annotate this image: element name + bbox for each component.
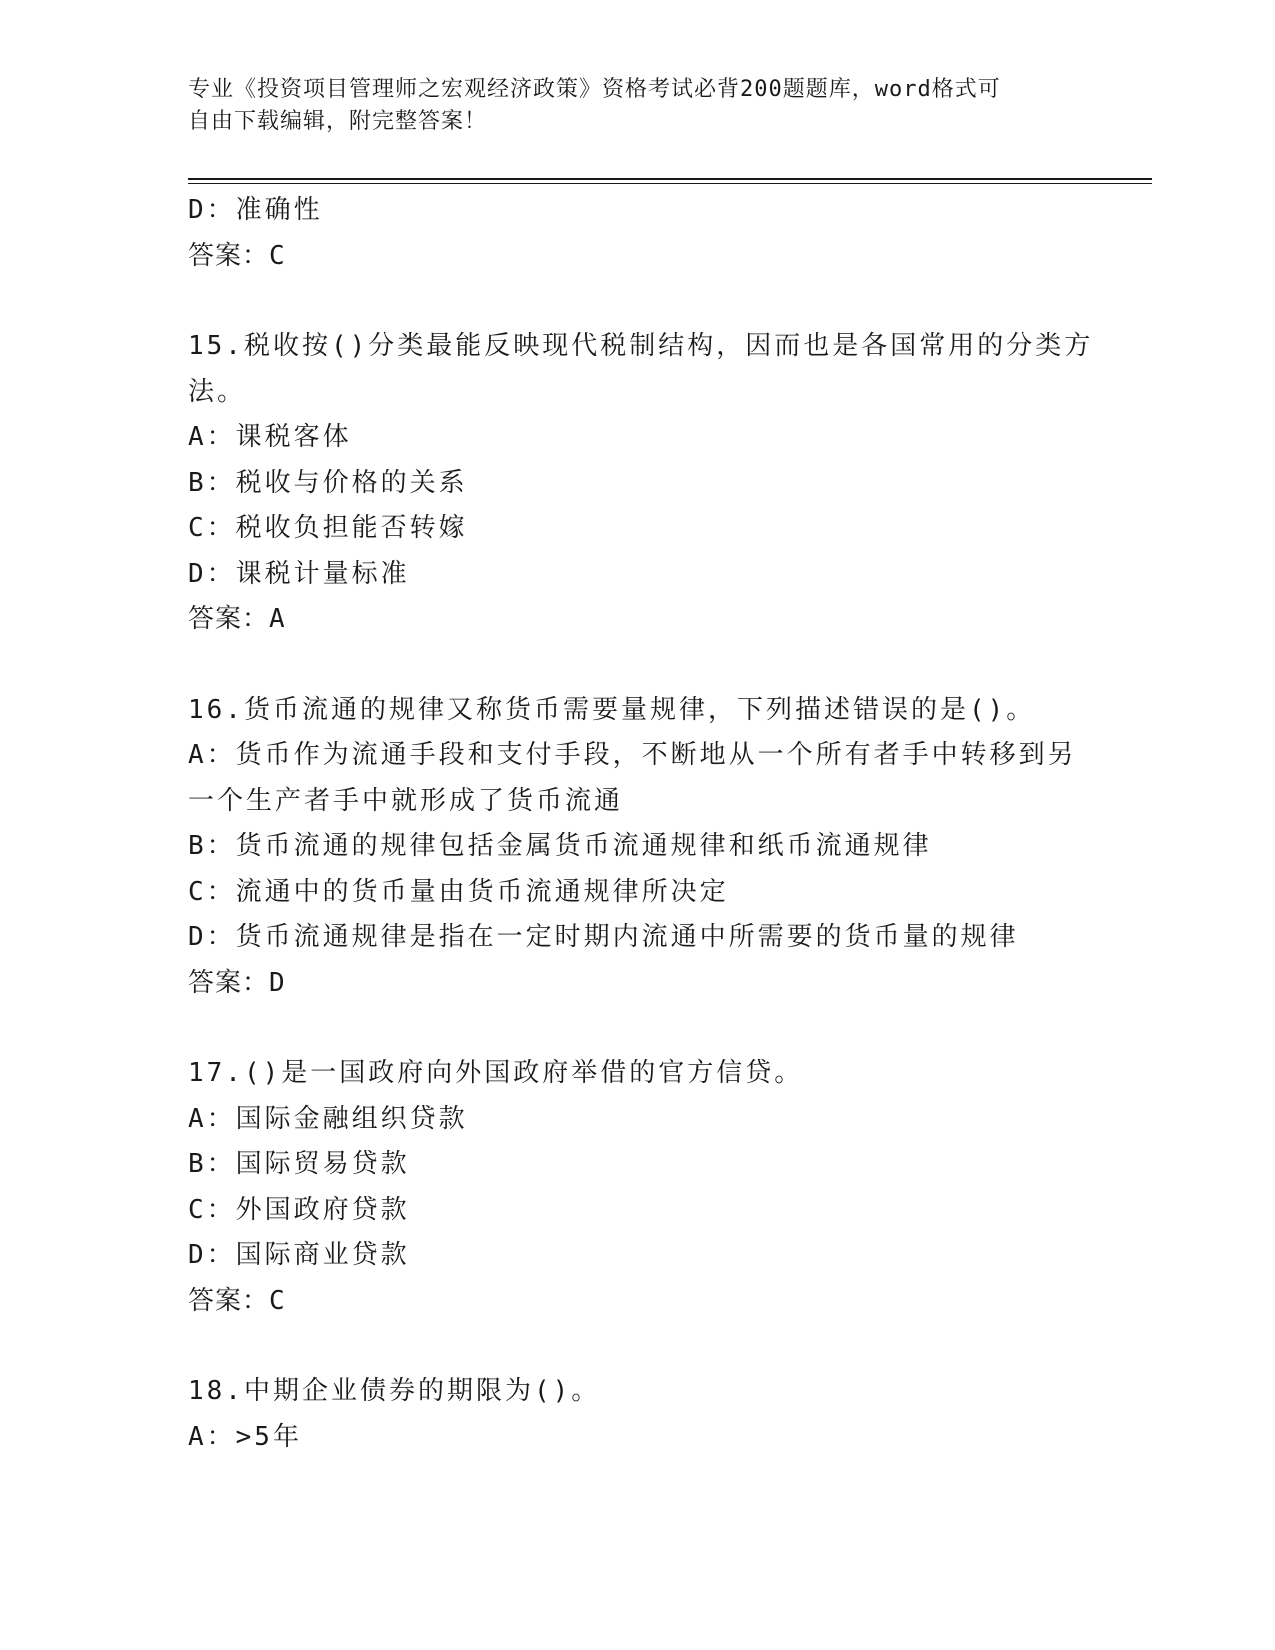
option-a: A：课税客体: [188, 422, 352, 452]
question-stem: 16.货币流通的规律又称货币需要量规律，下列描述错误的是()。: [188, 694, 1036, 725]
option-d: D：国际商业贷款: [188, 1240, 410, 1270]
question-block-17: [188, 1051, 1088, 1324]
header-divider-thin: [188, 183, 1152, 184]
header-divider-thick: [188, 178, 1152, 180]
option-d: D：课税计量标准: [188, 558, 410, 589]
answer-line: 答案：A: [188, 604, 286, 634]
option-c: C：税收负担能否转嫁: [188, 513, 468, 543]
header-line-2: 自由下载编辑，附完整答案！: [188, 109, 488, 134]
answer-line: 答案：C: [188, 240, 286, 271]
question-list: [188, 188, 1094, 1460]
option-d: D：准确性: [188, 195, 323, 225]
question-block-18: [188, 1369, 1088, 1460]
option-c: C：流通中的货币量由货币流通规律所决定: [188, 876, 729, 907]
question-stem: 17.()是一国政府向外国政府举借的官方信贷。: [188, 1058, 804, 1088]
document-header: [188, 74, 1088, 138]
option-a: A：货币作为流通手段和支付手段，不断地从一个所有者手中转移到另: [188, 740, 1077, 770]
question-block-15: [188, 324, 1094, 643]
question-stem: 15.税收按()分类最能反映现代税制结构，因而也是各国常用的分类方: [188, 331, 1094, 361]
question-stem-continued: 法。: [188, 376, 247, 407]
spacer: [188, 279, 1088, 324]
question-block-prev: [188, 188, 1088, 279]
question-stem: 18.中期企业债券的期限为()。: [188, 1376, 601, 1406]
spacer: [188, 643, 1088, 688]
spacer: [188, 1324, 1088, 1369]
spacer: [188, 1006, 1088, 1051]
header-line-1: 专业《投资项目管理师之宏观经济政策》资格考试必背200题题库，word格式可: [188, 77, 1001, 102]
option-a: A：>5年: [188, 1421, 302, 1452]
option-a: A：国际金融组织贷款: [188, 1103, 468, 1134]
option-a-continued: 一个生产者手中就形成了货币流通: [188, 785, 624, 816]
option-b: B：货币流通的规律包括金属货币流通规律和纸币流通规律: [188, 831, 932, 861]
answer-line: 答案：C: [188, 1285, 286, 1316]
option-b: B：税收与价格的关系: [188, 467, 468, 498]
option-d: D：货币流通规律是指在一定时期内流通中所需要的货币量的规律: [188, 922, 1019, 952]
option-b: B：国际贸易贷款: [188, 1149, 410, 1179]
answer-line: 答案：D: [188, 967, 286, 998]
option-c: C：外国政府贷款: [188, 1194, 410, 1225]
question-block-16: [188, 688, 1088, 1007]
